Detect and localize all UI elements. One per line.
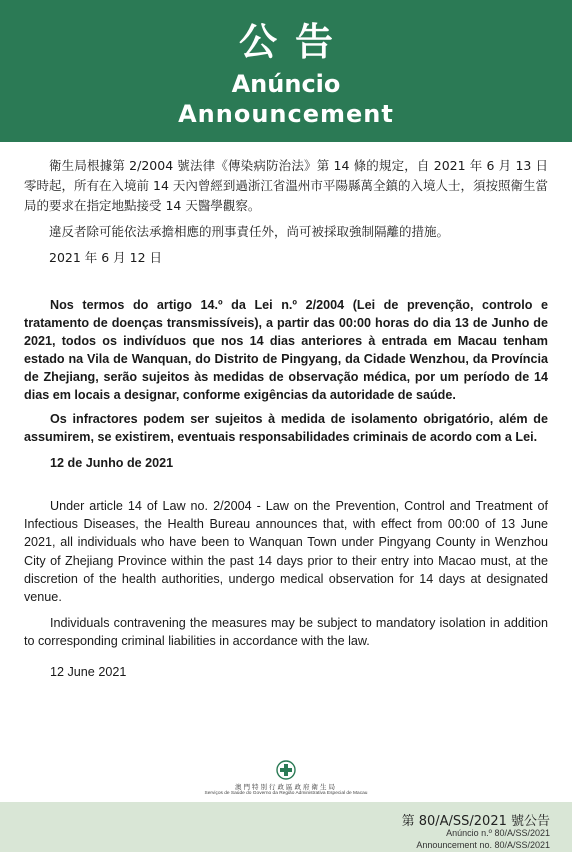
title-portuguese: Anúncio: [231, 70, 341, 98]
chinese-paragraph-1: 衛生局根據第 2/2004 號法律《傳染病防治法》第 14 條的規定，自 2021 年 6 月 13 日零時起，所有在入境前 14 天內曾經到過浙江省溫州市平陽縣萬全鎮的入境人士，須按照衛生當局的要求在指定地點接受 14 天醫學觀察。: [24, 158, 548, 213]
reference-number-chinese: 第 80/A/SS/2021 號公告: [401, 814, 550, 829]
title-chinese: 公告: [238, 20, 351, 64]
english-date: 12 June 2021: [50, 664, 127, 679]
title-english: Announcement: [178, 100, 394, 128]
portuguese-paragraph-2: Os infractores podem ser sujeitos à medida de isolamento obrigatório, além de assumirem, se existirem, eventuais responsabilidades criminais de acordo com a Lei.: [24, 412, 548, 444]
health-bureau-logo: [0, 760, 572, 800]
english-paragraph-2: Individuals contravening the measures may be subject to mandatory isolation in addition to corresponding criminal liabilities in accordance with the law.: [24, 616, 548, 649]
chinese-section: [24, 156, 548, 268]
health-bureau-emblem-icon: [276, 760, 296, 780]
chinese-date: 2021 年 6 月 12 日: [49, 250, 163, 265]
portuguese-paragraph-1: Nos termos do artigo 14.º da Lei n.º 2/2004 (Lei de prevenção, controlo e tratamento de doenças transmissíveis), a partir das 00:00 horas do dia 13 de Junho de 2021, todos os indivíduos que nos 14 dias anteriores à entrada em Macau tenham estado na Vila de Wanquan, do Distrito de Pingyang, da Cidade Wenzhou, da Província de Zhejiang, serão sujeitos às medidas de observação médica, por um período de 14 dias em locais a designar, conforme exigências da autoridade de saúde.: [24, 298, 548, 402]
english-paragraph-1: Under article 14 of Law no. 2/2004 - Law on the Prevention, Control and Treatment of Infectious Diseases, the Health Bureau announces that, with effect from 00:00 of 13 June 2021, all individuals who have been to Wanquan Town under Pingyang County in Wenzhou City of Zhejiang Province within the past 14 days prior to their entry into Macao must, at the discretion of the health authorities, undergo medical observation for 14 days at designated venue.: [24, 499, 548, 605]
reference-number-portuguese: Anúncio n.º 80/A/SS/2021: [446, 828, 550, 838]
portuguese-date: 12 de Junho de 2021: [50, 456, 174, 470]
portuguese-section: [24, 296, 548, 472]
chinese-paragraph-2: 違反者除可能依法承擔相應的刑事責任外，尚可被採取強制隔離的措施。: [49, 224, 450, 239]
english-section: [24, 497, 548, 681]
health-bureau-name-chinese: 澳門特別行政區政府衛生局: [235, 783, 337, 791]
reference-number-english: Announcement no. 80/A/SS/2021: [416, 840, 550, 850]
health-bureau-name-portuguese: Serviços de Saúde do Governo da Região Administrativa Especial de Macau: [204, 791, 368, 796]
announcement-header: [0, 0, 572, 142]
reference-footer: [0, 802, 572, 852]
